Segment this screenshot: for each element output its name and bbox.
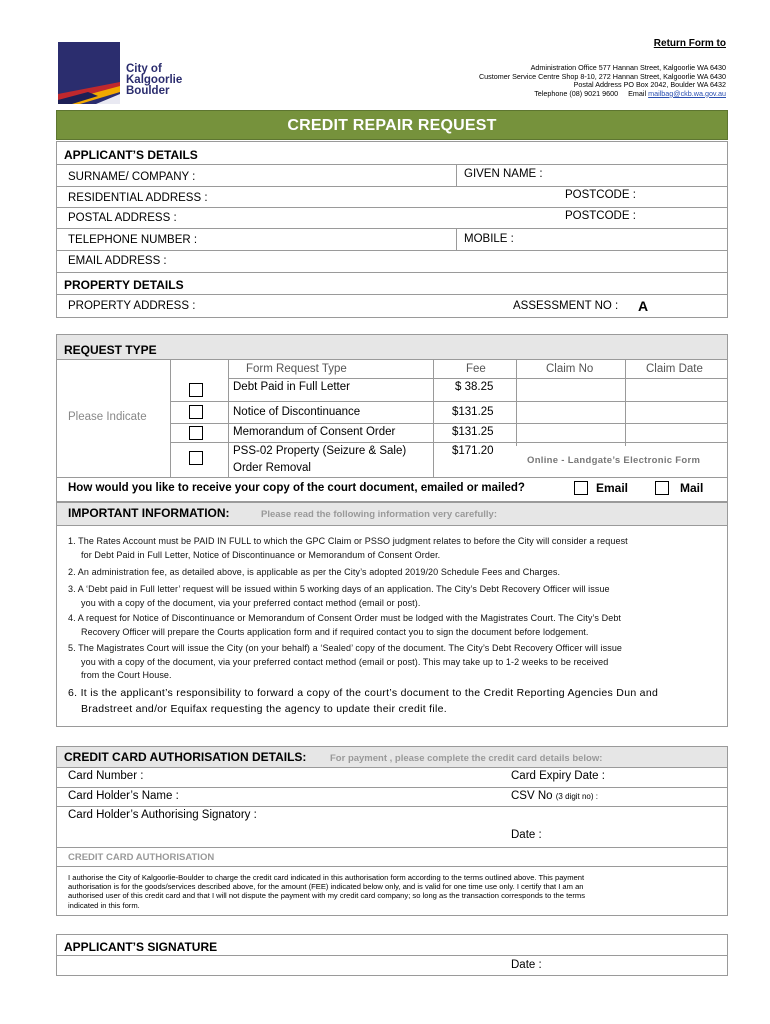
assessment-no-label: ASSESSMENT NO :	[513, 300, 619, 312]
property-address-label: PROPERTY ADDRESS :	[68, 300, 196, 312]
auth-line: indicated in this form.	[68, 900, 140, 910]
info-item-4-line2: Recovery Officer will prepare the Courts application form and if required contact you to sign the document before lodgement.	[81, 626, 589, 637]
card-date-input[interactable]	[552, 826, 725, 844]
surname-label: SURNAME/ COMPANY :	[68, 171, 196, 183]
info-item-5-line3: from the Court House.	[81, 670, 172, 680]
property-heading: PROPERTY DETAILS	[64, 278, 184, 292]
email-label: Email	[628, 88, 647, 98]
request-type-pss02-line2: Order Removal	[233, 462, 311, 474]
receive-question: How would you like to receive your copy of the court document, emailed or mailed?	[68, 482, 525, 494]
col-form-request-type: Form Request Type	[246, 363, 347, 375]
col-claim-date: Claim Date	[646, 363, 703, 375]
info-item-5-line1: 5. The Magistrates Court will issue the City (on your behalf) a ‘Sealed’ copy of the document. The City’s Debt Recovery Officer will issue	[68, 643, 623, 653]
credit-card-authorisation-text	[68, 873, 716, 910]
surname-input[interactable]	[250, 166, 450, 184]
auth-line: authorisation is for the goods/services described above, for the amount (FEE) indicated below only, and is valid for one time use only. I certify that I am an	[68, 882, 584, 892]
logo-text-line1: City of	[126, 63, 162, 75]
email-address-label: EMAIL ADDRESS :	[68, 255, 167, 267]
notice-discontinuance-checkbox[interactable]	[189, 405, 203, 419]
info-item-5-line2: you with a copy of the document, via your preferred contact method (email or post). This may take up to 1-2 weeks to be received	[81, 656, 609, 667]
authorising-signature-field[interactable]	[60, 826, 500, 846]
credit-card-authorisation-heading: CREDIT CARD AUTHORISATION	[68, 852, 215, 863]
info-item-6-line2: Bradstreet and/or Equifax requesting the agency to update their credit file.	[81, 702, 448, 715]
council-address	[479, 64, 726, 98]
info-item-2-line1: 2. An administration fee, as detailed above, is applicable as per the City’s adopted 2019/20 Schedule Fees and Charges.	[68, 567, 561, 577]
request-type-debt-paid: Debt Paid in Full Letter	[233, 381, 350, 393]
card-number-input[interactable]	[160, 768, 500, 786]
mobile-input[interactable]	[525, 230, 725, 248]
residential-address-input[interactable]	[220, 188, 550, 206]
fee-debt-paid: $ 38.25	[455, 381, 494, 393]
fee-notice-discontinuance: $131.25	[452, 406, 494, 418]
card-date-label: Date :	[511, 829, 542, 841]
given-name-input[interactable]	[555, 166, 725, 184]
postal-address-label: POSTAL ADDRESS :	[68, 212, 177, 224]
fee-memorandum: $131.25	[452, 426, 494, 438]
mail-option-checkbox[interactable]	[655, 481, 669, 495]
important-info-heading: IMPORTANT INFORMATION:	[68, 506, 230, 520]
residential-postcode-input[interactable]	[640, 188, 725, 206]
info-item-1-line1: 1. The Rates Account must be PAID IN FULL to which the GPC Claim or PSSO judgment relates to before the City will consider a request	[68, 536, 628, 546]
card-expiry-label: Card Expiry Date :	[511, 770, 605, 782]
return-form-label: Return Form to	[653, 38, 726, 49]
info-item-1-line2: for Debt Paid in Full Letter, Notice of Discontinuance or Memorandum of Consent Order.	[81, 549, 441, 560]
info-item-5	[68, 642, 622, 683]
info-item-3-line1: 3. A ‘Debt paid in Full letter’ request will be issued within 5 working days of an application. The City’s Debt Recovery Officer will issue	[68, 584, 610, 594]
address-line: Postal Address PO Box 2042, Boulder WA 6432	[573, 80, 726, 90]
request-type-notice-discontinuance: Notice of Discontinuance	[233, 406, 361, 418]
signature-date-input[interactable]	[552, 957, 725, 975]
card-expiry-input[interactable]	[620, 768, 725, 786]
csv-hint: (3 digit no) :	[555, 792, 598, 801]
card-holder-name-label: Card Holder’s Name :	[68, 790, 179, 802]
memorandum-consent-checkbox[interactable]	[189, 426, 203, 440]
mail-option-label: Mail	[680, 481, 704, 495]
email-option-checkbox[interactable]	[574, 481, 588, 495]
residential-postcode-label: POSTCODE :	[565, 189, 636, 201]
telephone-input[interactable]	[220, 230, 450, 248]
request-type-memorandum: Memorandum of Consent Order	[233, 426, 396, 438]
form-title: CREDIT REPAIR REQUEST	[56, 110, 728, 140]
authorising-signatory-label: Card Holder’s Authorising Signatory :	[68, 809, 257, 821]
request-type-heading: REQUEST TYPE	[64, 343, 157, 357]
email-option-label: Email	[596, 481, 629, 495]
postal-address-input[interactable]	[220, 209, 550, 227]
fee-pss02: $171.20	[452, 445, 494, 457]
email-link[interactable]: mailbag@ckb.wa.gov.au	[648, 88, 726, 98]
logo-text-line2: Kalgoorlie	[126, 74, 183, 86]
mobile-label: MOBILE :	[464, 233, 514, 245]
info-item-3-line2: you with a copy of the document, via your preferred contact method (email or post).	[81, 597, 421, 608]
auth-line: authorised user of this credit card and that I will not dispute the payment with my credit card company; so long as the transaction corresponds to the terms	[68, 891, 586, 901]
auth-line: I authorise the City of Kalgoorlie-Boulder to charge the credit card indicated in this authorisation form according to the terms outlined above. This payment	[68, 873, 585, 882]
telephone-label: TELEPHONE NUMBER :	[68, 234, 198, 246]
info-item-4	[68, 612, 621, 639]
residential-address-label: RESIDENTIAL ADDRESS :	[68, 192, 208, 204]
address-line: Administration Office 577 Hannan Street, Kalgoorlie WA 6430	[530, 63, 726, 72]
claim-no-input[interactable]	[518, 380, 623, 400]
given-name-label: GIVEN NAME :	[464, 168, 543, 180]
credit-card-heading: CREDIT CARD AUTHORISATION DETAILS:	[64, 750, 307, 764]
col-fee: Fee	[466, 363, 486, 375]
card-holder-name-input[interactable]	[200, 788, 500, 806]
col-claim-no: Claim No	[546, 363, 594, 375]
csv-label	[511, 790, 598, 802]
info-item-1	[68, 535, 628, 562]
pss02-property-checkbox[interactable]	[189, 451, 203, 465]
address-line: Customer Service Centre Shop 8-10, 272 Hannan Street, Kalgoorlie WA 6430	[478, 71, 726, 81]
csv-input[interactable]	[612, 788, 725, 806]
postal-postcode-input[interactable]	[640, 209, 725, 227]
credit-card-subheading: For payment , please complete the credit card details below:	[330, 753, 603, 764]
claim-date-input[interactable]	[627, 380, 726, 400]
applicant-signature-field[interactable]	[60, 957, 500, 975]
postal-postcode-label: POSTCODE :	[565, 210, 636, 222]
council-logo	[58, 42, 194, 104]
online-landgate-note: Online - Landgate’s Electronic Form	[527, 455, 701, 466]
assessment-no-input[interactable]	[652, 296, 724, 314]
info-item-2	[68, 566, 560, 580]
email-address-input[interactable]	[180, 252, 725, 270]
logo-text-line3: Boulder	[126, 85, 170, 97]
request-type-pss02: PSS-02 Property (Seizure & Sale)	[233, 445, 407, 457]
assessment-prefix: A	[638, 298, 649, 314]
csv-text: CSV No	[511, 790, 553, 802]
info-item-6-line1: 6. It is the applicant’s responsibility to forward a copy of the court’s document to the Credit Reporting Agencies Dun and	[68, 687, 659, 699]
important-info-subheading: Please read the following information very carefully:	[261, 509, 497, 520]
info-item-3	[68, 583, 610, 610]
info-item-4-line1: 4. A request for Notice of Discontinuance or Memorandum of Consent Order must be lodged with the Magistrates Court. The City’s Debt	[68, 613, 622, 623]
applicant-heading: APPLICANT’S DETAILS	[64, 148, 198, 162]
debt-paid-checkbox[interactable]	[189, 383, 203, 397]
card-number-label: Card Number :	[68, 770, 144, 782]
telephone-text: Telephone (08) 9021 9600	[534, 88, 619, 98]
contact-line	[479, 90, 726, 99]
info-item-6	[68, 686, 658, 717]
signature-heading: APPLICANT’S SIGNATURE	[64, 940, 218, 954]
please-indicate-label: Please Indicate	[68, 411, 147, 423]
property-address-input[interactable]	[200, 296, 500, 314]
signature-date-label: Date :	[511, 959, 542, 971]
